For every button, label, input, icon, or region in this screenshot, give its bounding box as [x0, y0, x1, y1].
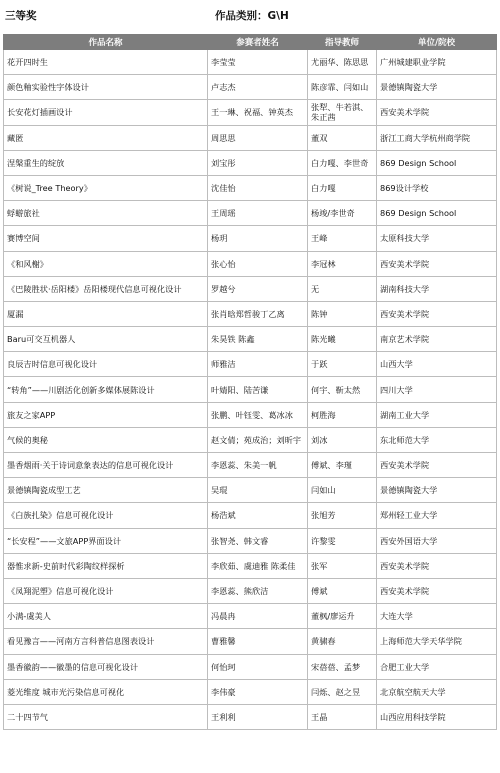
work-title-cell: Baru可交互机器人 — [4, 327, 208, 352]
advisor-cell: 傅斌、李瑾 — [308, 453, 377, 478]
work-title-cell: 花开四时生 — [4, 50, 208, 75]
table-row — [4, 150, 497, 175]
participants-cell: 杨浩斌 — [208, 503, 308, 528]
participants-cell: 刘宝彤 — [208, 150, 308, 175]
work-title-cell: 《和风榭》 — [4, 251, 208, 276]
advisor-cell: 杨竣/李世奇 — [308, 201, 377, 226]
table-row — [4, 100, 497, 125]
participants-cell: 张智尧、韩文睿 — [208, 528, 308, 553]
participants-cell: 张肖晗郑哲骏丁乙离 — [208, 301, 308, 326]
participants-cell: 王利利 — [208, 704, 308, 729]
participants-cell: 曹雅馨 — [208, 629, 308, 654]
table-row — [4, 226, 497, 251]
institution-cell: 合肥工业大学 — [377, 654, 497, 679]
institution-cell: 南京艺术学院 — [377, 327, 497, 352]
participants-cell: 张鹏、叶钰雯、葛冰冰 — [208, 402, 308, 427]
institution-cell: 869 Design School — [377, 201, 497, 226]
advisor-cell: 刘冰 — [308, 427, 377, 452]
participants-cell: 朱昊铁 陈鑫 — [208, 327, 308, 352]
work-title-cell: “长安程”——文旅APP界面设计 — [4, 528, 208, 553]
institution-cell: 西安美术学院 — [377, 453, 497, 478]
institution-cell: 西安美术学院 — [377, 553, 497, 578]
institution-cell: 东北师范大学 — [377, 427, 497, 452]
table-row — [4, 301, 497, 326]
work-title-cell: 景德镇陶瓷成型工艺 — [4, 478, 208, 503]
advisor-cell: 陈钟 — [308, 301, 377, 326]
work-title-cell: 小满-虞美人 — [4, 604, 208, 629]
advisor-cell: 李冠林 — [308, 251, 377, 276]
table-row — [4, 679, 497, 704]
advisor-cell: 闫烁、赵之昱 — [308, 679, 377, 704]
advisor-cell: 黄骕春 — [308, 629, 377, 654]
institution-cell: 西安外国语大学 — [377, 528, 497, 553]
institution-cell: 四川大学 — [377, 377, 497, 402]
participants-cell: 李伟豪 — [208, 679, 308, 704]
institution-cell: 浙江工商大学杭州商学院 — [377, 125, 497, 150]
institution-cell: 山西大学 — [377, 352, 497, 377]
institution-cell: 大连大学 — [377, 604, 497, 629]
column-header-advisor: 指导教师 — [308, 35, 377, 50]
award-level: 三等奖 — [5, 10, 37, 22]
work-title-cell: 墨香烟雨·关于诗词意象表达的信息可视化设计 — [4, 453, 208, 478]
advisor-cell: 无 — [308, 276, 377, 301]
category-label: 作品类别：G\H — [215, 10, 289, 22]
table-row — [4, 377, 497, 402]
table-row — [4, 352, 497, 377]
column-header-institution: 单位/院校 — [377, 35, 497, 50]
work-title-cell: 《白族扎染》信息可视化设计 — [4, 503, 208, 528]
institution-cell: 西安美术学院 — [377, 301, 497, 326]
table-row — [4, 604, 497, 629]
participants-cell: 王一琳、祝福、钟英杰 — [208, 100, 308, 125]
work-title-cell: 赛博空间 — [4, 226, 208, 251]
advisor-cell: 柯胜海 — [308, 402, 377, 427]
work-title-cell: 二十四节气 — [4, 704, 208, 729]
table-row — [4, 578, 497, 603]
advisor-cell: 许黎雯 — [308, 528, 377, 553]
participants-cell: 王周瑶 — [208, 201, 308, 226]
work-title-cell: 藏匿 — [4, 125, 208, 150]
institution-cell: 北京航空航天大学 — [377, 679, 497, 704]
work-title-cell: 看见豫言——河南方言科普信息图表设计 — [4, 629, 208, 654]
table-row — [4, 327, 497, 352]
table-row — [4, 478, 497, 503]
advisor-cell: 王峰 — [308, 226, 377, 251]
table-row — [4, 553, 497, 578]
institution-cell: 山西应用科技学院 — [377, 704, 497, 729]
participants-cell: 卢志杰 — [208, 75, 308, 100]
participants-cell: 杨玥 — [208, 226, 308, 251]
work-title-cell: 器惟求新-史前时代彩陶纹样探析 — [4, 553, 208, 578]
column-header-participants: 参赛者姓名 — [208, 35, 308, 50]
work-title-cell: 蜉蝣旅社 — [4, 201, 208, 226]
participants-cell: 李恩蕊、熊欣洁 — [208, 578, 308, 603]
table-row — [4, 50, 497, 75]
work-title-cell: 《树说_Tree Theory》 — [4, 175, 208, 200]
participants-cell: 李恩蕊、朱美一帆 — [208, 453, 308, 478]
award-table — [3, 34, 497, 730]
advisor-cell: 宋蓓蓓、孟梦 — [308, 654, 377, 679]
participants-cell: 何怡珂 — [208, 654, 308, 679]
advisor-cell: 董枫/廖运升 — [308, 604, 377, 629]
work-title-cell: 气候的奥秘 — [4, 427, 208, 452]
advisor-cell: 王晶 — [308, 704, 377, 729]
table-row — [4, 201, 497, 226]
advisor-cell: 白力嘎 — [308, 175, 377, 200]
participants-cell: 周思思 — [208, 125, 308, 150]
table-body — [4, 50, 497, 730]
participants-cell: 沈佳怡 — [208, 175, 308, 200]
institution-cell: 湖南科技大学 — [377, 276, 497, 301]
column-header-work-title: 作品名称 — [4, 35, 208, 50]
institution-cell: 景德镇陶瓷大学 — [377, 75, 497, 100]
institution-cell: 869 Design School — [377, 150, 497, 175]
advisor-cell: 尤丽华、陈思思 — [308, 50, 377, 75]
table-row — [4, 453, 497, 478]
institution-cell: 郑州轻工业大学 — [377, 503, 497, 528]
work-title-cell: 菱光维度 城市光污染信息可视化 — [4, 679, 208, 704]
table-row — [4, 427, 497, 452]
work-title-cell: 良辰吉时信息可视化设计 — [4, 352, 208, 377]
institution-cell: 广州城建职业学院 — [377, 50, 497, 75]
table-row — [4, 654, 497, 679]
table-row — [4, 276, 497, 301]
institution-cell: 869设计学校 — [377, 175, 497, 200]
work-title-cell: 旅友之家APP — [4, 402, 208, 427]
table-row — [4, 629, 497, 654]
work-title-cell: 长安花灯插画设计 — [4, 100, 208, 125]
work-title-cell: “转角”——川剧活化创新多媒体展陈设计 — [4, 377, 208, 402]
advisor-cell: 陈光曦 — [308, 327, 377, 352]
advisor-cell: 董双 — [308, 125, 377, 150]
table-row — [4, 75, 497, 100]
work-title-cell: 墨香徽韵——徽墨的信息可视化设计 — [4, 654, 208, 679]
table-header-row — [4, 35, 497, 50]
table-row — [4, 251, 497, 276]
advisor-cell: 于跃 — [308, 352, 377, 377]
table-row — [4, 528, 497, 553]
advisor-cell: 闫如山 — [308, 478, 377, 503]
advisor-cell: 张旭芳 — [308, 503, 377, 528]
advisor-cell: 何宇、靳太然 — [308, 377, 377, 402]
work-title-cell: 厦漏 — [4, 301, 208, 326]
institution-cell: 湖南工业大学 — [377, 402, 497, 427]
advisor-cell: 白力嘎、李世奇 — [308, 150, 377, 175]
table-row — [4, 175, 497, 200]
table-row — [4, 125, 497, 150]
institution-cell: 西安美术学院 — [377, 578, 497, 603]
participants-cell: 张心怡 — [208, 251, 308, 276]
table-row — [4, 402, 497, 427]
participants-cell: 师雅洁 — [208, 352, 308, 377]
work-title-cell: 颜色釉实验性字体设计 — [4, 75, 208, 100]
work-title-cell: 《凤翔泥塑》信息可视化设计 — [4, 578, 208, 603]
advisor-cell: 傅斌 — [308, 578, 377, 603]
advisor-cell: 张军 — [308, 553, 377, 578]
advisor-cell: 陈彦霏、闫如山 — [308, 75, 377, 100]
advisor-cell: 张犁、牛若淇、朱正茜 — [308, 100, 377, 125]
participants-cell: 李莹莹 — [208, 50, 308, 75]
institution-cell: 西安美术学院 — [377, 100, 497, 125]
participants-cell: 罗越兮 — [208, 276, 308, 301]
participants-cell: 李欣茹、虞迪雅 陈柔佳 — [208, 553, 308, 578]
table-row — [4, 503, 497, 528]
institution-cell: 上海师范大学天华学院 — [377, 629, 497, 654]
participants-cell: 吴琨 — [208, 478, 308, 503]
institution-cell: 景德镇陶瓷大学 — [377, 478, 497, 503]
participants-cell: 叶婧阳、陆苦谦 — [208, 377, 308, 402]
participants-cell: 冯晨冉 — [208, 604, 308, 629]
participants-cell: 赵文倩；苑成治；刘昕宇 — [208, 427, 308, 452]
work-title-cell: 涅槃重生的绽放 — [4, 150, 208, 175]
institution-cell: 西安美术学院 — [377, 251, 497, 276]
institution-cell: 太原科技大学 — [377, 226, 497, 251]
table-row — [4, 704, 497, 729]
work-title-cell: 《巴陵胜状·岳阳楼》岳阳楼现代信息可视化设计 — [4, 276, 208, 301]
